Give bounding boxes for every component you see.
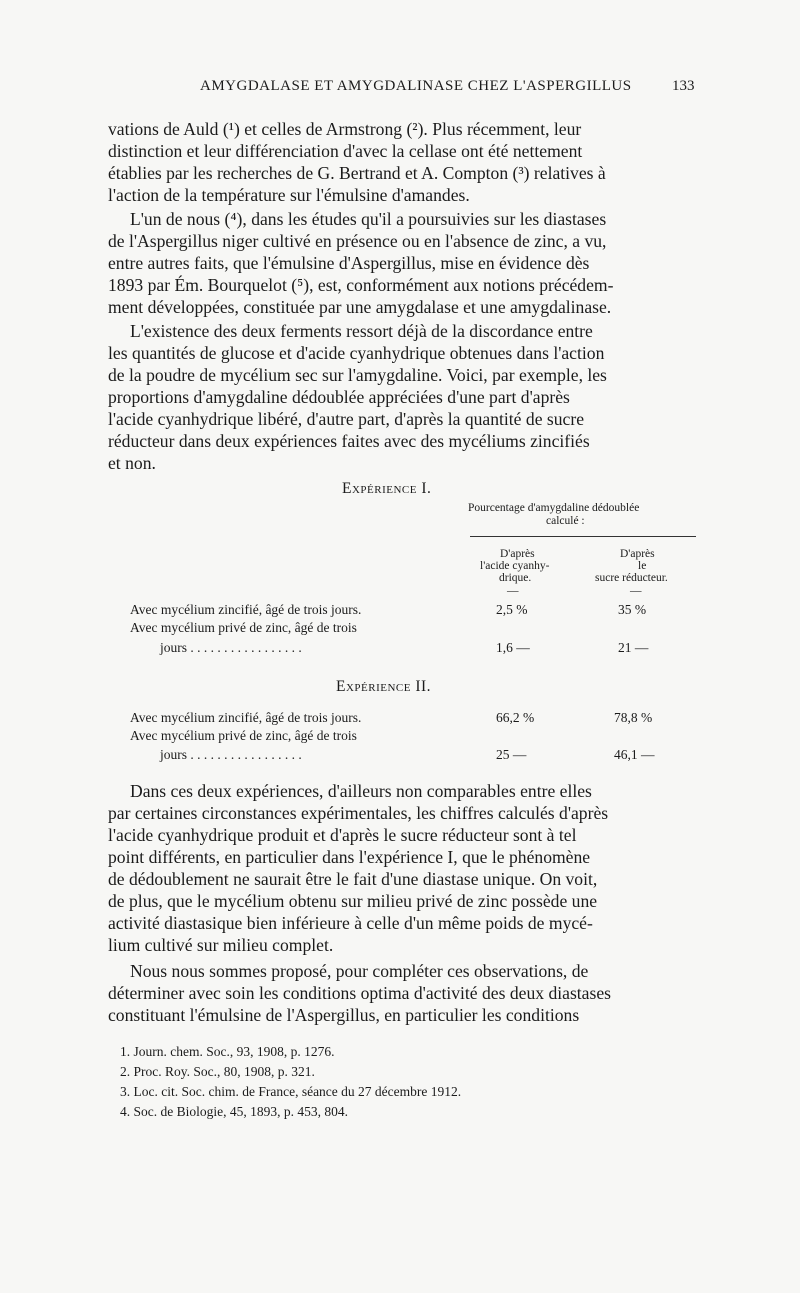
column-header: D'après [620,548,655,560]
text-line: proportions d'amygdaline dédoublée appréciées d'une part d'après [108,387,570,407]
column-header: D'après [500,548,535,560]
column-group-label: calculé : [546,515,585,527]
footnote: 2. Proc. Roy. Soc., 80, 1908, p. 321. [120,1064,315,1079]
text-line: établies par les recherches de G. Bertrand et A. Compton (³) relatives à [108,163,606,183]
text-line: constituant l'émulsine de l'Aspergillus, en particulier les conditions [108,1005,580,1025]
text-line: L'existence des deux ferments ressort déjà de la discordance entre [130,321,593,341]
text-line: l'acide cyanhydrique produit et d'après le sucre réducteur sont à tel [108,825,577,845]
table-row-label: Avec mycélium zincifié, âgé de trois jours. [130,602,362,617]
experiment-title: Expérience I. [342,480,432,497]
text-line: point différents, en particulier dans l'expérience I, que le phénomène [108,847,591,867]
text-line: entre autres faits, que l'émulsine d'Aspergillus, mise en évidence dès [108,253,590,273]
table-row-label: Avec mycélium zincifié, âgé de trois jours. [130,710,362,725]
table-row-label: Avec mycélium privé de zinc, âgé de trois [130,620,357,635]
text-line: par certaines circonstances expérimentales, les chiffres calculés d'après [108,803,609,823]
text-line: l'acide cyanhydrique libéré, d'autre part, d'après la quantité de sucre [108,409,585,429]
column-group-label: Pourcentage d'amygdaline dédoublée [468,502,640,514]
table-row-label: Avec mycélium privé de zinc, âgé de trois [130,728,357,743]
text-line: L'un de nous (⁴), dans les études qu'il a poursuivies sur les diastases [130,209,607,229]
text-line: de la poudre de mycélium sec sur l'amygdaline. Voici, par exemple, les [108,365,607,385]
table-cell: 1,6 — [496,640,530,655]
text-line: de dédoublement ne saurait être le fait d'une diastase unique. On voit, [108,869,598,889]
column-header: l'acide cyanhy- [480,560,550,572]
table-cell: 21 — [618,640,649,655]
header-rule [470,536,696,537]
column-header: drique. [499,572,532,584]
table-cell: 78,8 % [614,710,653,725]
text-line: Dans ces deux expériences, d'ailleurs non comparables entre elles [130,781,592,801]
column-header: sucre réducteur. [595,572,668,584]
running-title: AMYGDALASE ET AMYGDALINASE CHEZ L'ASPERGILLUS [200,78,632,94]
column-dash: — [507,585,519,597]
footnote: 1. Journ. chem. Soc., 93, 1908, p. 1276. [120,1044,335,1059]
text-line: et non. [108,453,156,473]
text-line: les quantités de glucose et d'acide cyanhydrique obtenues dans l'action [108,343,605,363]
text-line: lium cultivé sur milieu complet. [108,935,334,955]
table-cell: 35 % [618,602,647,617]
column-dash: — [630,585,642,597]
text-line: vations de Auld (¹) et celles de Armstrong (²). Plus récemment, leur [108,119,582,139]
table-cell: 2,5 % [496,602,528,617]
text-line: réducteur dans deux expériences faites avec des mycéliums zincifiés [108,431,590,451]
text-line: activité diastasique bien inférieure à celle d'un même poids de mycé- [108,913,593,933]
text-line: distinction et leur différenciation d'avec la cellase ont été nettement [108,141,583,161]
table-cell: 25 — [496,747,527,762]
column-header: le [638,560,647,572]
text-line: ment développées, constituée par une amygdalase et une amygdalinase. [108,297,612,317]
text-line: Nous nous sommes proposé, pour compléter ces observations, de [130,961,589,981]
text-line: 1893 par Ém. Bourquelot (⁵), est, conformément aux notions précédem- [108,275,614,295]
footnote: 4. Soc. de Biologie, 45, 1893, p. 453, 804. [120,1104,348,1119]
text-line: de plus, que le mycélium obtenu sur milieu privé de zinc possède une [108,891,598,911]
text-line: l'action de la température sur l'émulsine d'amandes. [108,185,470,205]
table-row-label: jours . . . . . . . . . . . . . . . . . [160,640,302,655]
text-line: déterminer avec soin les conditions optima d'activité des deux diastases [108,983,611,1003]
experiment-title: Expérience II. [336,678,432,695]
table-cell: 46,1 — [614,747,655,762]
table-cell: 66,2 % [496,710,535,725]
table-row-label: jours . . . . . . . . . . . . . . . . . [160,747,302,762]
text-line: de l'Aspergillus niger cultivé en présence ou en l'absence de zinc, a vu, [108,231,607,251]
footnote: 3. Loc. cit. Soc. chim. de France, séance du 27 décembre 1912. [120,1084,462,1099]
page-number: 133 [672,78,695,94]
